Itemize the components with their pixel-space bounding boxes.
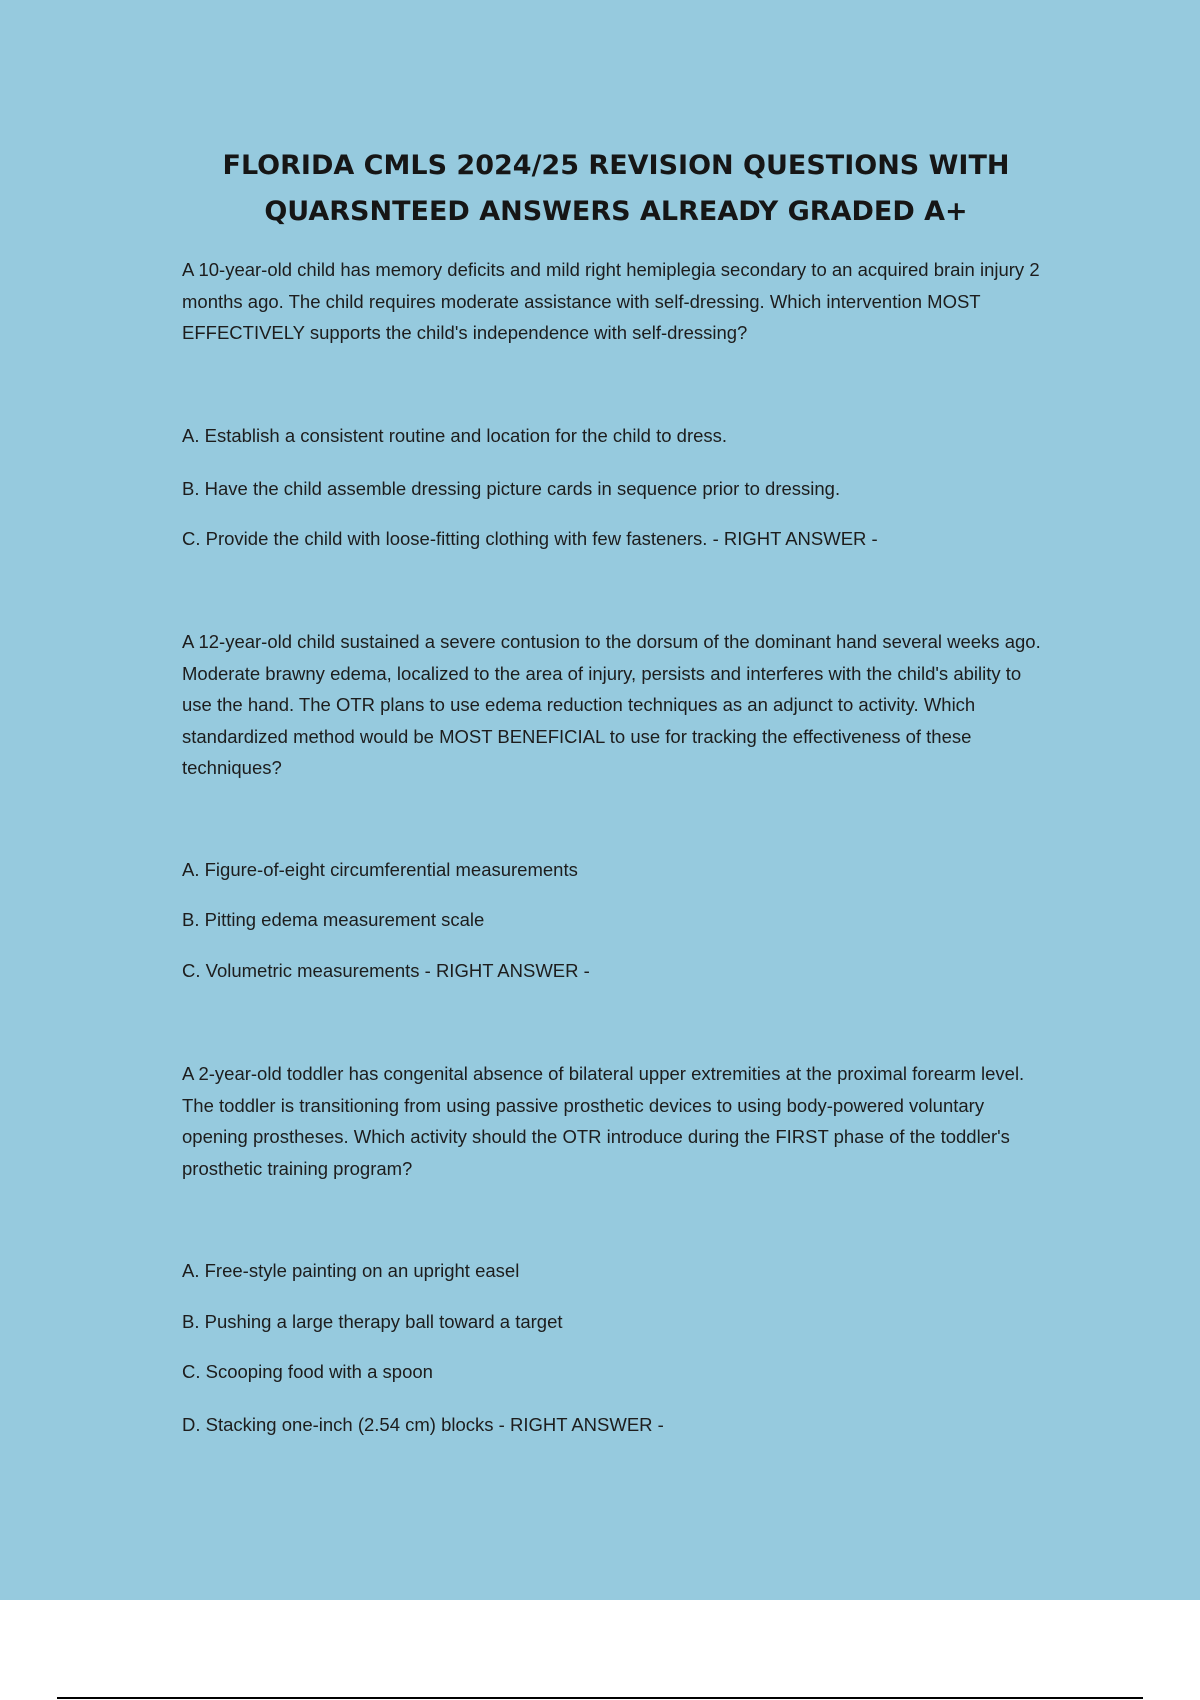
question-3-option-a: A. Free-style painting on an upright easel: [182, 1260, 520, 1281]
question-1-option-b: B. Have the child assemble dressing picture cards in sequence prior to dressing.: [182, 478, 841, 499]
question-3-option-b: B. Pushing a large therapy ball toward a target: [182, 1311, 563, 1332]
question-3-stem: A 2-year-old toddler has congenital absence of bilateral upper extremities at the proximal forearm level. The toddler is transitioning from using passive prosthetic devices to using body-powered voluntary opening prostheses. Which activity should the OTR introduce during the FIRST phase of the toddler's prosthetic training program?: [182, 1063, 1025, 1179]
footer-rule: [57, 1697, 1143, 1699]
question-1-option-a: A. Establish a consistent routine and location for the child to dress.: [182, 425, 728, 446]
question-2-option-c: C. Volumetric measurements - RIGHT ANSWER -: [182, 960, 590, 981]
question-2-stem: A 12-year-old child sustained a severe contusion to the dorsum of the dominant hand several weeks ago. Moderate brawny edema, localized to the area of injury, persists and interferes with the child's ability to use the hand. The OTR plans to use edema reduction techniques as an adjunct to activity. Which standardized method would be MOST BENEFICIAL to use for tracking the effectiveness of these techniques?: [182, 631, 1041, 778]
question-3-option-c: C. Scooping food with a spoon: [182, 1361, 433, 1382]
question-2-option-a: A. Figure-of-eight circumferential measurements: [182, 859, 578, 880]
question-2-option-b: B. Pitting edema measurement scale: [182, 909, 485, 930]
document-title-line-1: FLORIDA CMLS 2024/25 REVISION QUESTIONS WITH: [222, 150, 1010, 181]
question-1-stem: A 10-year-old child has memory deficits and mild right hemiplegia secondary to an acquired brain injury 2 months ago. The child requires moderate assistance with self-dressing. Which intervention MOST EFFECTIVELY supports the child's independence with self-dressing?: [182, 259, 1040, 343]
question-3-option-d: D. Stacking one-inch (2.54 cm) blocks - RIGHT ANSWER -: [182, 1414, 664, 1435]
document-title-line-2: QUARSNTEED ANSWERS ALREADY GRADED A+: [264, 196, 968, 227]
question-1-option-c: C. Provide the child with loose-fitting clothing with few fasteners. - RIGHT ANSWER -: [182, 528, 878, 549]
